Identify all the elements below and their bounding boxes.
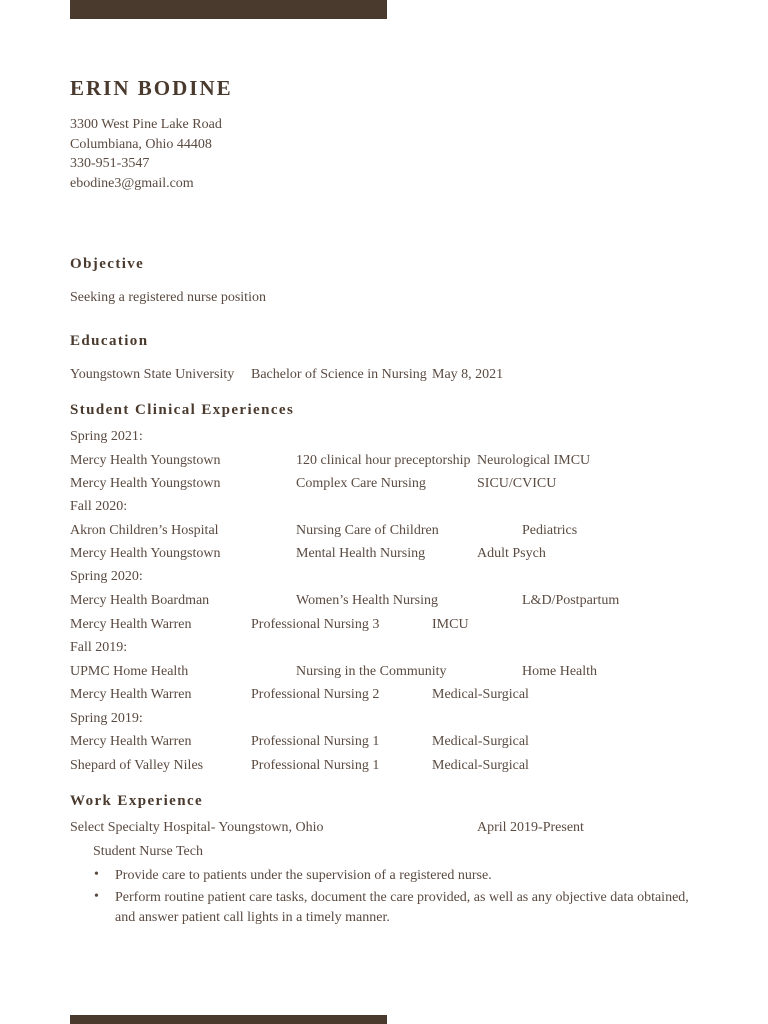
clinical-heading: Student Clinical Experiences — [70, 402, 295, 418]
clinical-course: Nursing Care of Children — [296, 523, 439, 538]
objective-text: Seeking a registered nurse position — [70, 290, 266, 305]
bottom-accent-bar — [70, 1015, 387, 1024]
education-heading: Education — [70, 333, 149, 349]
work-employer: Select Specialty Hospital- Youngstown, Ohio — [70, 820, 324, 835]
top-accent-bar — [70, 0, 387, 19]
clinical-place: Mercy Health Warren — [70, 734, 192, 749]
clinical-place: Mercy Health Warren — [70, 617, 192, 632]
contact-block — [70, 115, 222, 194]
education-degree: Bachelor of Science in Nursing — [251, 367, 427, 382]
education-date: May 8, 2021 — [432, 367, 504, 382]
clinical-course: Women’s Health Nursing — [296, 593, 438, 608]
clinical-unit: Pediatrics — [522, 523, 578, 538]
term-label: Spring 2020: — [70, 569, 143, 584]
clinical-place: Mercy Health Youngstown — [70, 453, 221, 468]
contact-address: 3300 West Pine Lake Road — [70, 117, 222, 132]
term-label: Spring 2019: — [70, 711, 143, 726]
resume-name: ERIN BODINE — [70, 76, 233, 100]
clinical-unit: Adult Psych — [477, 546, 546, 561]
clinical-course: Professional Nursing 1 — [251, 758, 380, 773]
clinical-course: Professional Nursing 1 — [251, 734, 380, 749]
clinical-place: Mercy Health Boardman — [70, 593, 210, 608]
term-label: Spring 2021: — [70, 429, 143, 444]
clinical-place: Shepard of Valley Niles — [70, 758, 204, 773]
term-label: Fall 2020: — [70, 499, 128, 514]
clinical-course: Complex Care Nursing — [296, 476, 426, 491]
bullet-icon: • — [94, 867, 99, 882]
work-heading: Work Experience — [70, 793, 204, 809]
clinical-unit: SICU/CVICU — [477, 476, 557, 491]
clinical-place: Mercy Health Youngstown — [70, 546, 221, 561]
work-bullet: Perform routine patient care tasks, document the care provided, as well as any objective data obtained, and answer patient call lights in a timely manner. — [115, 890, 689, 925]
clinical-course: Professional Nursing 3 — [251, 617, 380, 632]
education-school: Youngstown State University — [70, 367, 235, 382]
clinical-place: Akron Children’s Hospital — [70, 523, 219, 538]
objective-heading: Objective — [70, 256, 145, 272]
clinical-place: Mercy Health Warren — [70, 687, 192, 702]
clinical-unit: L&D/Postpartum — [522, 593, 620, 608]
work-dates: April 2019-Present — [477, 820, 584, 835]
clinical-place: Mercy Health Youngstown — [70, 476, 221, 491]
bullet-icon: • — [94, 889, 99, 904]
contact-phone: 330-951-3547 — [70, 156, 150, 172]
work-title: Student Nurse Tech — [93, 844, 203, 859]
clinical-course: Professional Nursing 2 — [251, 687, 380, 702]
clinical-course: Mental Health Nursing — [296, 546, 426, 561]
clinical-unit: Medical-Surgical — [432, 734, 529, 749]
clinical-unit: Medical-Surgical — [432, 687, 529, 702]
clinical-unit: IMCU — [432, 617, 469, 632]
clinical-unit: Medical-Surgical — [432, 758, 529, 773]
clinical-course: Nursing in the Community — [296, 664, 447, 679]
clinical-course: 120 clinical hour preceptorship — [296, 453, 471, 468]
clinical-unit: Neurological IMCU — [477, 453, 591, 468]
contact-email: ebodine3@gmail.com — [70, 176, 194, 192]
term-label: Fall 2019: — [70, 640, 128, 655]
clinical-unit: Home Health — [522, 664, 598, 679]
work-bullet: Provide care to patients under the supervision of a registered nurse. — [115, 868, 492, 883]
contact-city: Columbiana, Ohio 44408 — [70, 136, 212, 152]
clinical-place: UPMC Home Health — [70, 664, 189, 679]
